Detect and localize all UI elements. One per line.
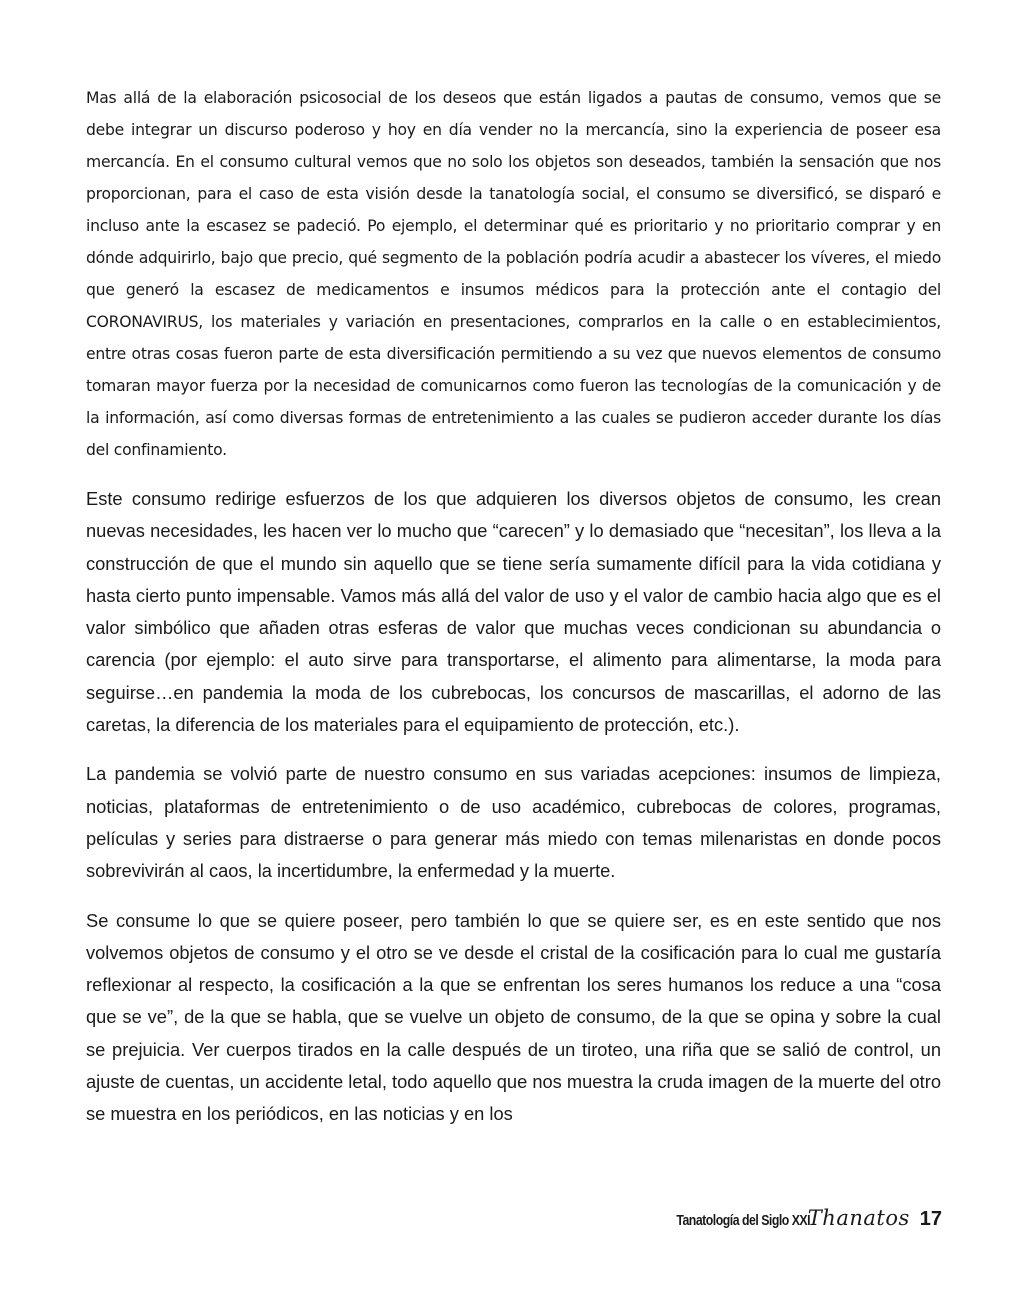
paragraph-2: Este consumo redirige esfuerzos de los que adquieren los diversos objetos de consumo, les crean nuevas necesidades, les hacen ver lo mucho que “carecen” y lo demasiado que “necesitan”, los lleva a la construcción de que el mundo sin aquello que se tiene sería sumamente difícil para la vida cotidiana y hasta cierto punto impensable. Vamos más allá del valor de uso y el valor de cambio hacia algo que es el valor simbólico que añaden otras esferas de valor que muchas veces condicionan su abundancia o carencia (por ejemplo: el auto sirve para transportarse, el alimento para alimentarse, la moda para seguirse…en pandemia la moda de los cubrebocas, los concursos de mascarillas, el adorno de las caretas, la diferencia de los materiales para el equipamiento de protección, etc.). <box>86 488 941 736</box>
page-footer <box>647 1206 942 1231</box>
paragraph-3: La pandemia se volvió parte de nuestro consumo en sus variadas acepciones: insumos de limpieza, noticias, plataformas de entretenimiento o de uso académico, cubrebocas de colores, programas, películas y series para distraerse o para generar más miedo con temas milenaristas en donde pocos sobrevivirán al caos, la incertidumbre, la enfermedad y la muerte. <box>86 763 941 882</box>
paragraph-gap <box>86 466 941 483</box>
paragraph-1: Mas allá de la elaboración psicosocial de los deseos que están ligados a pautas de consumo, vemos que se debe integrar un discurso poderoso y hoy en día vender no la mercancía, sino la experiencia de poseer esa mercancía. En el consumo cultural vemos que no solo los objetos son deseados, también la sensación que nos proporcionan, para el caso de esta visión desde la tanatología social, el consumo se diversificó, se disparó e incluso ante la escasez se padeció. Po ejemplo, el determinar qué es prioritario y no prioritario comprar y en dónde adquirirlo, bajo que precio, qué segmento de la población podría acudir a abastecer los víveres, el miedo que generó la escasez de medicamentos e insumos médicos para la protección ante el contagio del CORONAVIRUS, los materiales y variación en presentaciones, comprarlos en la calle o en establecimientos, entre otras cosas fueron parte de esta diversificación permitiendo a su vez que nuevos elementos de consumo tomaran mayor fuerza por la necesidad de comunicarnos como fueron las tecnologías de la comunicación y de la información, así como diversas formas de entretenimiento a las cuales se pudieron acceder durante los días del confinamiento. <box>86 89 941 459</box>
paragraph-4: Se consume lo que se quiere poseer, pero también lo que se quiere ser, es en este sentido que nos volvemos objetos de consumo y el otro se ve desde el cristal de la cosificación para lo cual me gustaría reflexionar al respecto, la cosificación a la que se enfrentan los seres humanos los reduce a una “cosa que se ve”, de la que se habla, que se vuelve un objeto de consumo, de la que se opina y sobre la cual se prejuicia. Ver cuerpos tirados en la calle después de un tiroteo, una riña que se salió de control, un ajuste de cuentas, un accidente letal, todo aquello que nos muestra la cruda imagen de la muerte del otro se muestra en los periódicos, en las noticias y en los <box>86 909 941 1125</box>
journal-name: Tanatología del Siglo XXI <box>676 1212 810 1229</box>
paragraph-gap <box>86 741 941 758</box>
page-content <box>86 82 941 1131</box>
journal-logo: Thanatos <box>807 1206 910 1230</box>
paragraph-gap <box>86 888 941 905</box>
page-number: 17 <box>919 1208 942 1230</box>
